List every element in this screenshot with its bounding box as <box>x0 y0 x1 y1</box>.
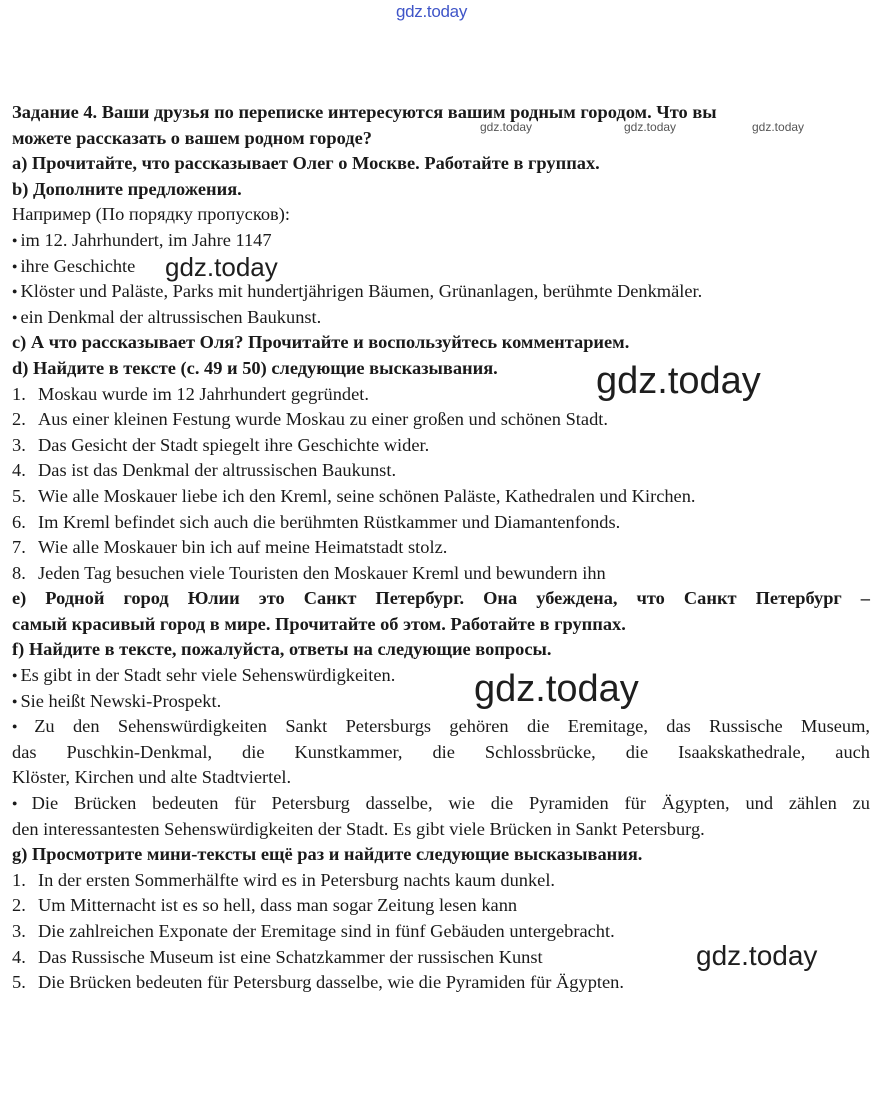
item-number: 2. <box>12 895 26 916</box>
list-item <box>12 561 870 587</box>
list-item: ● im 12. Jahrhundert, im Jahre 1147 <box>12 228 870 254</box>
list-item <box>12 407 870 433</box>
item-text: Aus einer kleinen Festung wurde Moskau zu einer großen und schönen Stadt. <box>38 409 608 430</box>
item-text: Jeden Tag besuchen viele Touristen den Moskauer Kreml und bewundern ihn <box>38 562 606 583</box>
section-a-heading: а) Прочитайте, что рассказывает Олег о Москве. Работайте в группах. <box>12 153 600 174</box>
list-item <box>12 458 870 484</box>
list-item <box>12 919 870 945</box>
list-item: ● Die Brücken bedeuten für Petersburg dasselbe, wie die Pyramiden für Ägypten, und zählen zu <box>12 791 870 817</box>
list-item <box>12 868 870 894</box>
watermark: gdz.today <box>624 120 677 134</box>
list-item-continuation: Klöster, Kirchen und alte Stadtviertel. <box>12 767 292 788</box>
section-g-heading: g) Просмотрите мини-тексты ещё раз и найдите следующие высказывания. <box>12 844 643 865</box>
watermark: gdz.today <box>752 120 805 134</box>
list-item <box>12 433 870 459</box>
list-item <box>12 382 870 408</box>
item-number: 1. <box>12 383 26 404</box>
item-text: Im Kreml befindet sich auch die berühmten Rüstkammer und Diamantenfonds. <box>38 511 621 532</box>
list-item: ● Zu den Sehenswürdigkeiten Sankt Petersburgs gehören die Eremitage, das Russische Museum, <box>12 714 870 740</box>
item-text: Das Gesicht der Stadt spiegelt ihre Geschichte wider. <box>38 434 430 455</box>
watermark: gdz.today <box>165 252 278 282</box>
item-number: 4. <box>12 460 26 481</box>
item-number: 3. <box>12 434 26 455</box>
list-item <box>12 945 870 971</box>
item-number: 5. <box>12 485 26 506</box>
list-item-continuation: den interessantesten Sehenswürdigkeiten der Stadt. Es gibt viele Brücken in Sankt Petersburg. <box>12 818 705 839</box>
watermark: gdz.today <box>596 360 761 402</box>
watermark: gdz.today <box>480 120 533 134</box>
section-e-heading: самый красивый город в мире. Прочитайте об этом. Работайте в группах. <box>12 613 626 634</box>
item-text: Um Mitternacht ist es so hell, dass man sogar Zeitung lesen kann <box>38 895 518 916</box>
watermark-top: gdz.today <box>396 2 468 21</box>
section-c-heading: c) А что рассказывает Оля? Прочитайте и воспользуйтесь комментарием. <box>12 332 630 353</box>
section-b-example: Например (По порядку пропусков): <box>12 204 290 225</box>
item-number: 3. <box>12 921 26 941</box>
list-item <box>12 510 870 536</box>
item-number: 7. <box>12 537 26 558</box>
item-text: Moskau wurde im 12 Jahrhundert gegründet. <box>38 383 369 404</box>
section-e-heading: е) Родной город Юлии это Санкт Петербург. Она убеждена, что Санкт Петербург – <box>12 588 870 609</box>
item-number: 2. <box>12 409 26 430</box>
item-text: Wie alle Moskauer liebe ich den Kreml, seine schönen Paläste, Kathedralen und Kirchen. <box>38 485 696 506</box>
item-number: 4. <box>12 946 26 967</box>
list-item: ● Es gibt in der Stadt sehr viele Sehenswürdigkeiten. <box>12 663 870 689</box>
document-body <box>12 100 870 996</box>
item-text: Das Russische Museum ist eine Schatzkammer der russischen Kunst <box>38 946 543 967</box>
item-text: Wie alle Moskauer bin ich auf meine Heimatstadt stolz. <box>38 537 448 558</box>
task-title-line: Задание 4. Ваши друзья по переписке интересуются вашим родным городом. Что вы <box>12 102 717 122</box>
item-text: Das ist das Denkmal der altrussischen Baukunst. <box>38 460 397 481</box>
item-number: 1. <box>12 869 26 890</box>
section-f-heading: f) Найдите в тексте, пожалуйста, ответы на следующие вопросы. <box>12 639 552 660</box>
section-d-heading: d) Найдите в тексте (с. 49 и 50) следующие высказывания. <box>12 357 498 378</box>
watermark: gdz.today <box>474 668 639 710</box>
item-text: Die zahlreichen Exponate der Eremitage sind in fünf Gebäuden untergebracht. <box>38 921 615 941</box>
list-item <box>12 535 870 561</box>
list-item: ● ihre Geschichte <box>12 254 870 280</box>
watermark: gdz.today <box>696 940 818 971</box>
list-item: ● Klöster und Paläste, Parks mit hundertjährigen Bäumen, Grünanlagen, berühmte Denkmäler. <box>12 279 870 305</box>
list-item-continuation: das Puschkin-Denkmal, die Kunstkammer, die Schlossbrücke, die Isaakskathedrale, auch <box>12 741 870 762</box>
item-number: 8. <box>12 562 26 583</box>
section-b-heading: b) Дополните предложения. <box>12 178 242 199</box>
list-item: ● ein Denkmal der altrussischen Baukunst. <box>12 305 870 331</box>
list-item: ● Sie heißt Newski-Prospekt. <box>12 689 870 715</box>
item-number: 6. <box>12 511 26 532</box>
list-item <box>12 970 870 996</box>
item-text: In der ersten Sommerhälfte wird es in Petersburg nachts kaum dunkel. <box>38 869 556 890</box>
list-item <box>12 893 870 919</box>
task-title-line: можете рассказать о вашем родном городе? <box>12 127 372 148</box>
list-item <box>12 484 870 510</box>
item-text: Die Brücken bedeuten für Petersburg dasselbe, wie die Pyramiden für Ägypten. <box>38 972 624 993</box>
item-number: 5. <box>12 972 26 993</box>
